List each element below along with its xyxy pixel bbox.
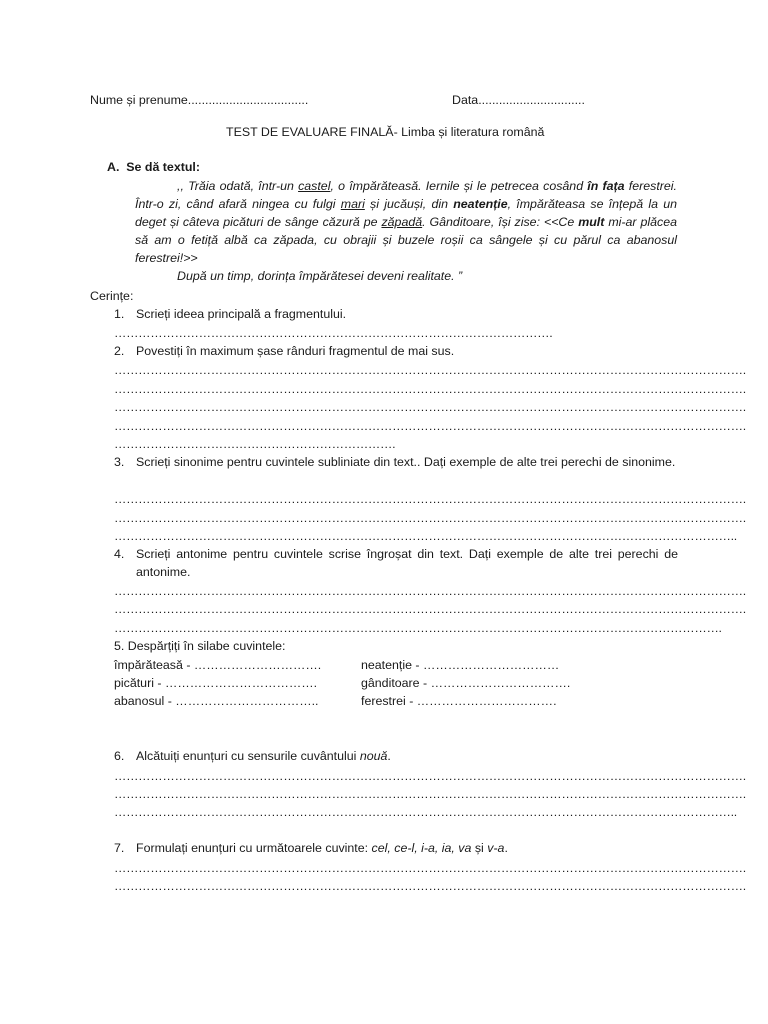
answer-line[interactable]: …………………………………………………………………………………………………………………………………………. [114, 787, 746, 801]
answer-line[interactable]: …………………………………………………………………………………………………………………………………………. [114, 602, 746, 616]
bold-word-neatentie: neatenție [453, 197, 508, 211]
name-dots: ................................... [187, 93, 309, 107]
passage-paragraph-1: ,, Trăia odată, într-un castel, o împărăteasă. Iernile și le petrecea cosând în fața ferestrei. Într-o zi, când afară ningea cu fulgi mari și jucăuși, din neatenție, împărăteasa se înțepă la un deget și câteva picături de sânge căzură pe zăpadă. Gânditoare, își zise: <<Ce mult mi-ar plăcea să am o fetiță albă ca zăpada, cu obrajii și buzele roșii ca sângele și cu părul ca abanosul ferestrei!>> [135, 179, 677, 265]
italic-word-va: v-a [487, 841, 505, 855]
syllable-item: neatenție - …………………………… [361, 658, 560, 672]
date-label: Data [452, 93, 479, 107]
underlined-word-mari: mari [340, 197, 365, 211]
answer-line[interactable]: ……………………………………………………………………………………………………………………………………. [114, 621, 722, 635]
answer-line[interactable]: ……………………………………………………………. [114, 437, 396, 451]
name-label: Nume și prenume [90, 93, 188, 107]
answer-line[interactable]: …………………………………………………………………………………………………………………………………………. [114, 511, 746, 525]
section-a-heading [107, 158, 200, 176]
date-dots: ............................... [478, 93, 585, 107]
question-4-text: Scrieți antonime pentru cuvintele scrise îngroșat din text. Dați exemple de alte trei perechi de antonime. [136, 547, 678, 579]
question-6: 6. Alcătuiți enunțuri cu sensurile cuvântului nouă. [114, 747, 678, 765]
answer-line[interactable]: ………………………………………………………………………………………………. [114, 326, 553, 340]
question-3-text: Scrieți sinonime pentru cuvintele subliniate din text.. Dați exemple de alte trei perechi de sinonime. [136, 455, 676, 469]
question-5: 5. Despărțiți în silabe cuvintele: [114, 639, 286, 653]
answer-line[interactable]: …………………………………………………………………………………………………………………………………………. [114, 584, 746, 598]
italic-words: cel, ce-l, i-a, ia, va [371, 841, 472, 855]
syllable-item: picături - ………………………………. [114, 676, 318, 690]
answer-line[interactable]: ……………………………………………………………………………………………………………………………………….. [114, 805, 737, 819]
answer-line[interactable]: …………………………………………………………………………………………………………………………………………. [114, 400, 746, 414]
syllable-item: abanosul - …………………………….. [114, 694, 319, 708]
question-1: 1. Scrieți ideea principală a fragmentului. [114, 305, 678, 323]
underlined-word-zapada: zăpadă [381, 215, 423, 229]
question-4: 4. Scrieți antonime pentru cuvintele scrise îngroșat din text. Dați exemple de alte trei perechi de antonime. [114, 547, 678, 579]
section-label: Se dă textul: [126, 160, 200, 174]
section-letter: A. [107, 160, 120, 174]
question-2-text: Povestiți în maximum șase rânduri fragmentul de mai sus. [136, 344, 455, 358]
question-2: 2. Povestiți în maximum șase rânduri fragmentul de mai sus. [114, 342, 678, 360]
syllable-item: gânditoare - ……………………………. [361, 676, 571, 690]
underlined-word-castel: castel [298, 179, 331, 193]
answer-line[interactable]: …………………………………………………………………………………………………………………………………………. [114, 861, 746, 875]
answer-line[interactable]: …………………………………………………………………………………………………………………………………………. [114, 363, 746, 377]
answer-line[interactable]: …………………………………………………………………………………………………………………………………………. [114, 382, 746, 396]
name-field [90, 91, 308, 109]
question-7-text: Formulați enunțuri cu următoarele cuvinte: cel, ce-l, i-a, ia, va și v-a. [136, 841, 508, 855]
answer-line[interactable]: …………………………………………………………………………………………………………………………………………. [114, 492, 746, 506]
italic-word-noua: nouă [359, 749, 388, 763]
answer-line[interactable]: ……………………………………………………………………………………………………………………………………….. [114, 529, 737, 543]
syllable-item: ferestrei - ……………………………. [361, 694, 557, 708]
question-6-text: Alcătuiți enunțuri cu sensurile cuvântului nouă. [136, 749, 391, 763]
bold-word-in-fata: în fața [587, 179, 625, 193]
text-passage [135, 177, 677, 285]
test-title: TEST DE EVALUARE FINALĂ- Limba și literatura română [226, 125, 545, 139]
answer-line[interactable]: …………………………………………………………………………………………………………………………………………. [114, 419, 746, 433]
passage-paragraph-2: După un timp, dorința împărătesei deveni realitate. ” [177, 269, 463, 283]
syllable-item: împărăteasă - …………………………. [114, 658, 322, 672]
answer-line[interactable]: …………………………………………………………………………………………………………………………………………. [114, 879, 746, 893]
requirements-heading: Cerințe: [90, 289, 134, 303]
answer-line[interactable]: …………………………………………………………………………………………………………………………………………. [114, 769, 746, 783]
question-7: 7. Formulați enunțuri cu următoarele cuvinte: cel, ce-l, i-a, ia, va și v-a. [114, 839, 678, 857]
date-field [452, 91, 585, 109]
question-1-text: Scrieți ideea principală a fragmentului. [136, 307, 347, 321]
bold-word-mult: mult [578, 215, 605, 229]
question-3: 3. Scrieți sinonime pentru cuvintele subliniate din text.. Dați exemple de alte trei perechi de sinonime. [114, 453, 678, 471]
